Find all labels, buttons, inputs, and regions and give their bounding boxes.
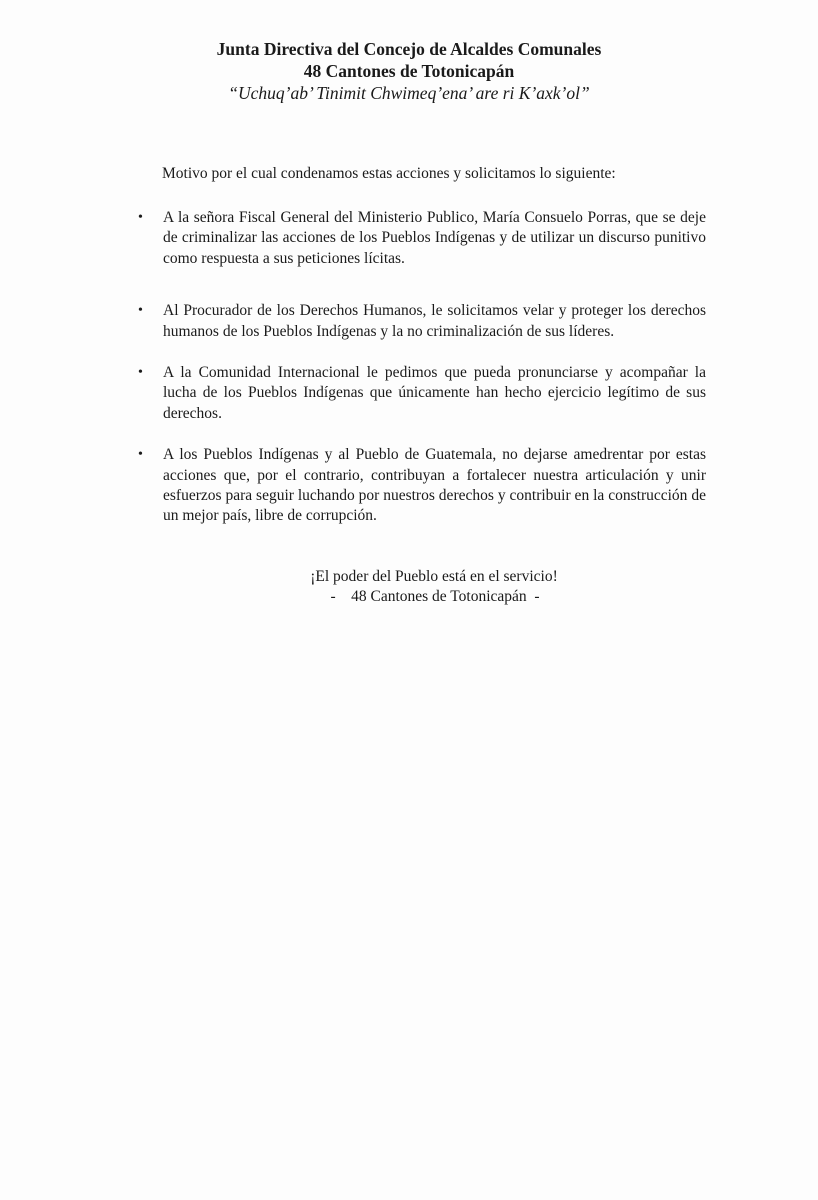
document-header — [0, 38, 818, 104]
closing-block — [0, 567, 818, 607]
list-item-text: A los Pueblos Indígenas y al Pueblo de Guatemala, no dejarse amedrentar por estas acciones que, por el contrario, contribuyan a fortalecer nuestra articulación y unir esfuerzos para seguir luchando por nuestros derechos y contribuir en la construcción de un mejor país, libre de corrupción. — [163, 446, 706, 525]
organization-subtitle: 48 Cantones de Totonicapán — [303, 61, 515, 81]
list-item — [138, 301, 706, 342]
bullet-icon: • — [138, 447, 143, 463]
organization-title: Junta Directiva del Concejo de Alcaldes Comunales — [216, 39, 602, 59]
demands-list — [0, 208, 818, 527]
organization-motto: “Uchuq’ab’ Tinimit Chwimeq’ena’ are ri K’axk’ol” — [228, 83, 590, 103]
list-item — [138, 363, 706, 424]
bullet-icon: • — [138, 303, 143, 319]
closing-signature: - 48 Cantones de Totonicapán - — [330, 588, 540, 605]
bullet-icon: • — [138, 210, 143, 225]
list-item-text: A la Comunidad Internacional le pedimos que pueda pronunciarse y acompañar la lucha de los Pueblos Indígenas que únicamente han hecho ejercicio legítimo de sus derechos. — [163, 364, 706, 422]
closing-slogan: ¡El poder del Pueblo está en el servicio! — [310, 568, 558, 585]
list-item-text: Al Procurador de los Derechos Humanos, le solicitamos velar y proteger los derechos humanos de los Pueblos Indígenas y la no criminalización de sus líderes. — [163, 302, 706, 340]
list-item — [138, 208, 706, 269]
list-item-text: A la señora Fiscal General del Ministerio Publico, María Consuelo Porras, que se deje de criminalizar las acciones de los Pueblos Indígenas y de utilizar un discurso punitivo como respuesta a sus peticiones lícitas. — [163, 209, 706, 267]
bullet-icon: • — [138, 365, 143, 381]
intro-paragraph: Motivo por el cual condenamos estas acciones y solicitamos lo siguiente: — [162, 165, 616, 182]
list-item — [138, 445, 706, 527]
